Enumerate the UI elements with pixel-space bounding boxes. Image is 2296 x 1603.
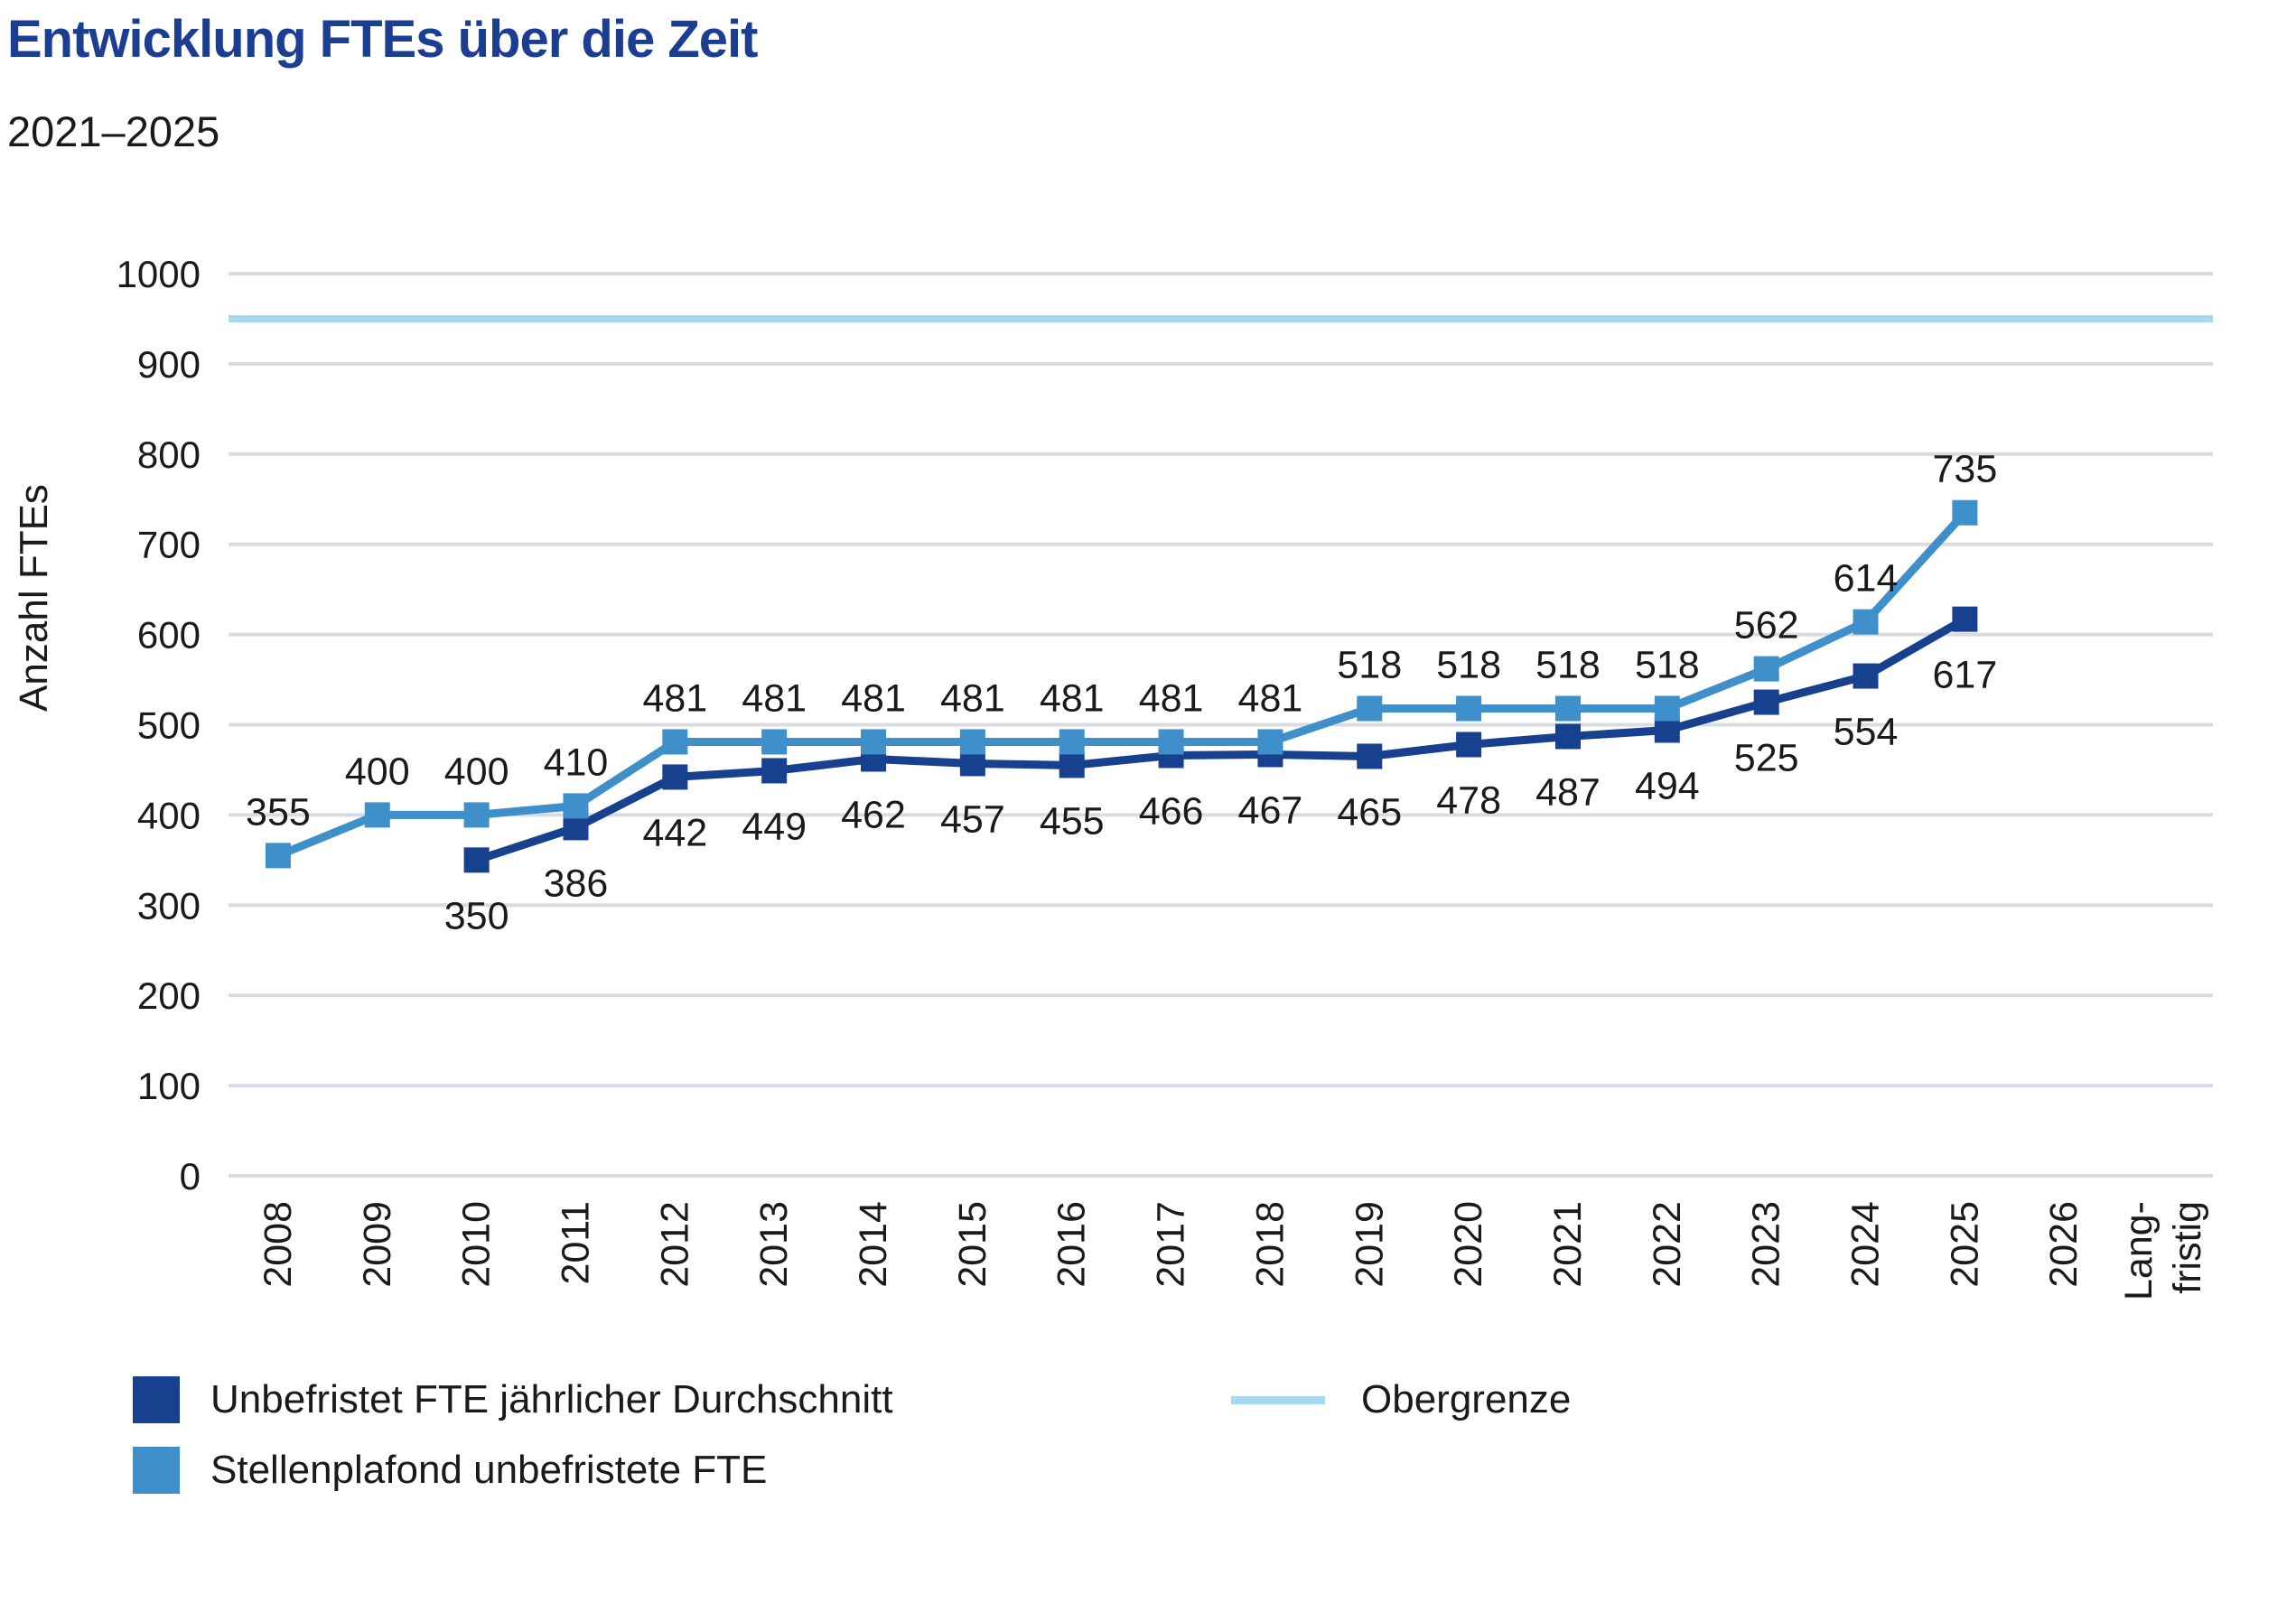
data-label: 457 (940, 797, 1005, 842)
data-point-marker (1655, 717, 1680, 742)
data-label: 518 (1436, 643, 1501, 687)
data-label: 465 (1337, 790, 1403, 834)
legend-label-obergrenze: Obergrenze (1361, 1377, 1572, 1421)
x-tick-label: 2011 (554, 1201, 598, 1285)
data-label: 562 (1733, 603, 1799, 648)
data-point-marker (761, 729, 787, 754)
y-tick-label: 300 (136, 884, 201, 927)
x-tick-label: 2015 (950, 1201, 994, 1288)
data-label: 617 (1932, 653, 1998, 697)
data-point-marker (662, 764, 687, 789)
data-point-marker (960, 729, 985, 754)
data-label: 400 (443, 750, 509, 794)
y-tick-label: 200 (136, 974, 201, 1018)
data-point-marker (464, 802, 490, 827)
x-tick-label: 2021 (1545, 1201, 1590, 1288)
data-label: 455 (1039, 799, 1105, 843)
data-label: 518 (1535, 643, 1601, 687)
data-label: 410 (543, 741, 609, 785)
x-tick-label: 2009 (355, 1201, 399, 1288)
legend-item-stellenplafond (133, 1445, 767, 1496)
data-point-marker (1059, 752, 1085, 778)
data-point-marker (1257, 729, 1283, 754)
y-tick-label: 1000 (116, 253, 201, 295)
data-label: 481 (642, 676, 708, 721)
data-point-marker (1754, 690, 1779, 715)
data-point-marker (960, 750, 985, 776)
data-point-marker (861, 729, 886, 754)
chart-subtitle: 2021–2025 (7, 107, 220, 155)
x-tick-label: 2017 (1149, 1201, 1193, 1288)
data-label: 481 (1237, 676, 1303, 721)
data-point-marker (1456, 732, 1481, 757)
y-tick-label: 900 (136, 342, 201, 386)
x-tick-label: 2024 (1843, 1201, 1888, 1288)
data-label: 518 (1337, 643, 1403, 687)
x-tick-label: 2018 (1248, 1201, 1293, 1288)
x-tick-label: Lang- (2117, 1201, 2161, 1300)
legend-swatch-obergrenze (1231, 1396, 1325, 1404)
data-label: 481 (1138, 676, 1204, 721)
data-point-marker (1456, 696, 1481, 722)
data-label: 355 (246, 790, 311, 834)
data-label: 466 (1138, 789, 1204, 834)
data-label: 525 (1733, 736, 1799, 780)
data-point-marker (1555, 723, 1581, 749)
data-label: 487 (1535, 770, 1601, 815)
legend-swatch-stellenplafond (133, 1447, 180, 1494)
x-tick-label: 2012 (653, 1201, 697, 1288)
data-point-marker (1853, 664, 1879, 689)
x-tick-label: 2019 (1348, 1201, 1392, 1288)
data-label: 614 (1833, 556, 1899, 601)
y-tick-label: 500 (136, 704, 201, 747)
x-tick-label: 2008 (256, 1201, 300, 1288)
data-point-marker (563, 793, 588, 818)
data-label: 481 (742, 676, 807, 721)
data-point-marker (1555, 696, 1581, 722)
x-tick-label: 2013 (752, 1201, 797, 1288)
x-tick-label: fristig (2166, 1201, 2210, 1294)
legend-item-unbefristet (133, 1375, 893, 1425)
data-point-marker (1159, 729, 1184, 754)
data-label: 518 (1634, 643, 1700, 687)
data-point-marker (1357, 696, 1382, 722)
legend-label-unbefristet: Unbefristet FTE jährlicher Durchschnitt (210, 1377, 893, 1421)
x-tick-label: 2025 (1943, 1201, 1987, 1288)
legend-item-obergrenze (1231, 1375, 1571, 1425)
data-label: 400 (344, 750, 410, 794)
legend-swatch-unbefristet (133, 1376, 180, 1423)
data-label: 442 (642, 811, 708, 855)
data-point-marker (1952, 500, 1977, 526)
y-tick-label: 400 (136, 794, 201, 837)
y-tick-label: 800 (136, 433, 201, 476)
data-label: 554 (1833, 710, 1899, 754)
y-tick-label: 700 (136, 523, 201, 566)
x-tick-label: 2022 (1645, 1201, 1689, 1288)
data-point-marker (1357, 743, 1382, 769)
series-line-1 (278, 513, 1965, 856)
data-point-marker (761, 758, 787, 783)
data-point-marker (1655, 696, 1680, 722)
data-point-marker (662, 729, 687, 754)
data-label: 386 (543, 862, 609, 906)
data-label: 449 (742, 805, 807, 849)
data-label: 467 (1237, 788, 1303, 833)
x-tick-label: 2020 (1447, 1201, 1491, 1288)
data-label: 481 (940, 676, 1005, 721)
legend-label-stellenplafond: Stellenplafond unbefristete FTE (210, 1448, 768, 1492)
data-label: 481 (1039, 676, 1105, 721)
data-point-marker (365, 802, 390, 827)
x-tick-label: 2026 (2042, 1201, 2086, 1288)
x-tick-label: 2010 (454, 1201, 499, 1288)
data-point-marker (1754, 657, 1779, 682)
data-label: 735 (1932, 447, 1998, 491)
data-label: 481 (841, 676, 906, 721)
data-point-marker (1952, 607, 1977, 632)
page-title: Entwicklung FTEs über die Zeit (7, 10, 758, 69)
data-point-marker (563, 815, 588, 840)
data-point-marker (266, 843, 291, 868)
data-label: 462 (841, 793, 906, 837)
data-label: 478 (1436, 778, 1501, 823)
y-axis-title: Anzahl FTEs (12, 484, 56, 712)
y-tick-label: 600 (136, 613, 201, 657)
data-point-marker (1059, 729, 1085, 754)
x-tick-label: 2014 (852, 1201, 896, 1288)
data-point-marker (464, 847, 490, 872)
y-tick-label: 100 (136, 1065, 201, 1108)
data-label: 350 (443, 894, 509, 938)
y-tick-label: 0 (179, 1155, 201, 1198)
data-point-marker (1853, 610, 1879, 635)
data-label: 494 (1634, 764, 1700, 808)
x-tick-label: 2016 (1050, 1201, 1094, 1288)
x-tick-label: 2023 (1744, 1201, 1788, 1288)
